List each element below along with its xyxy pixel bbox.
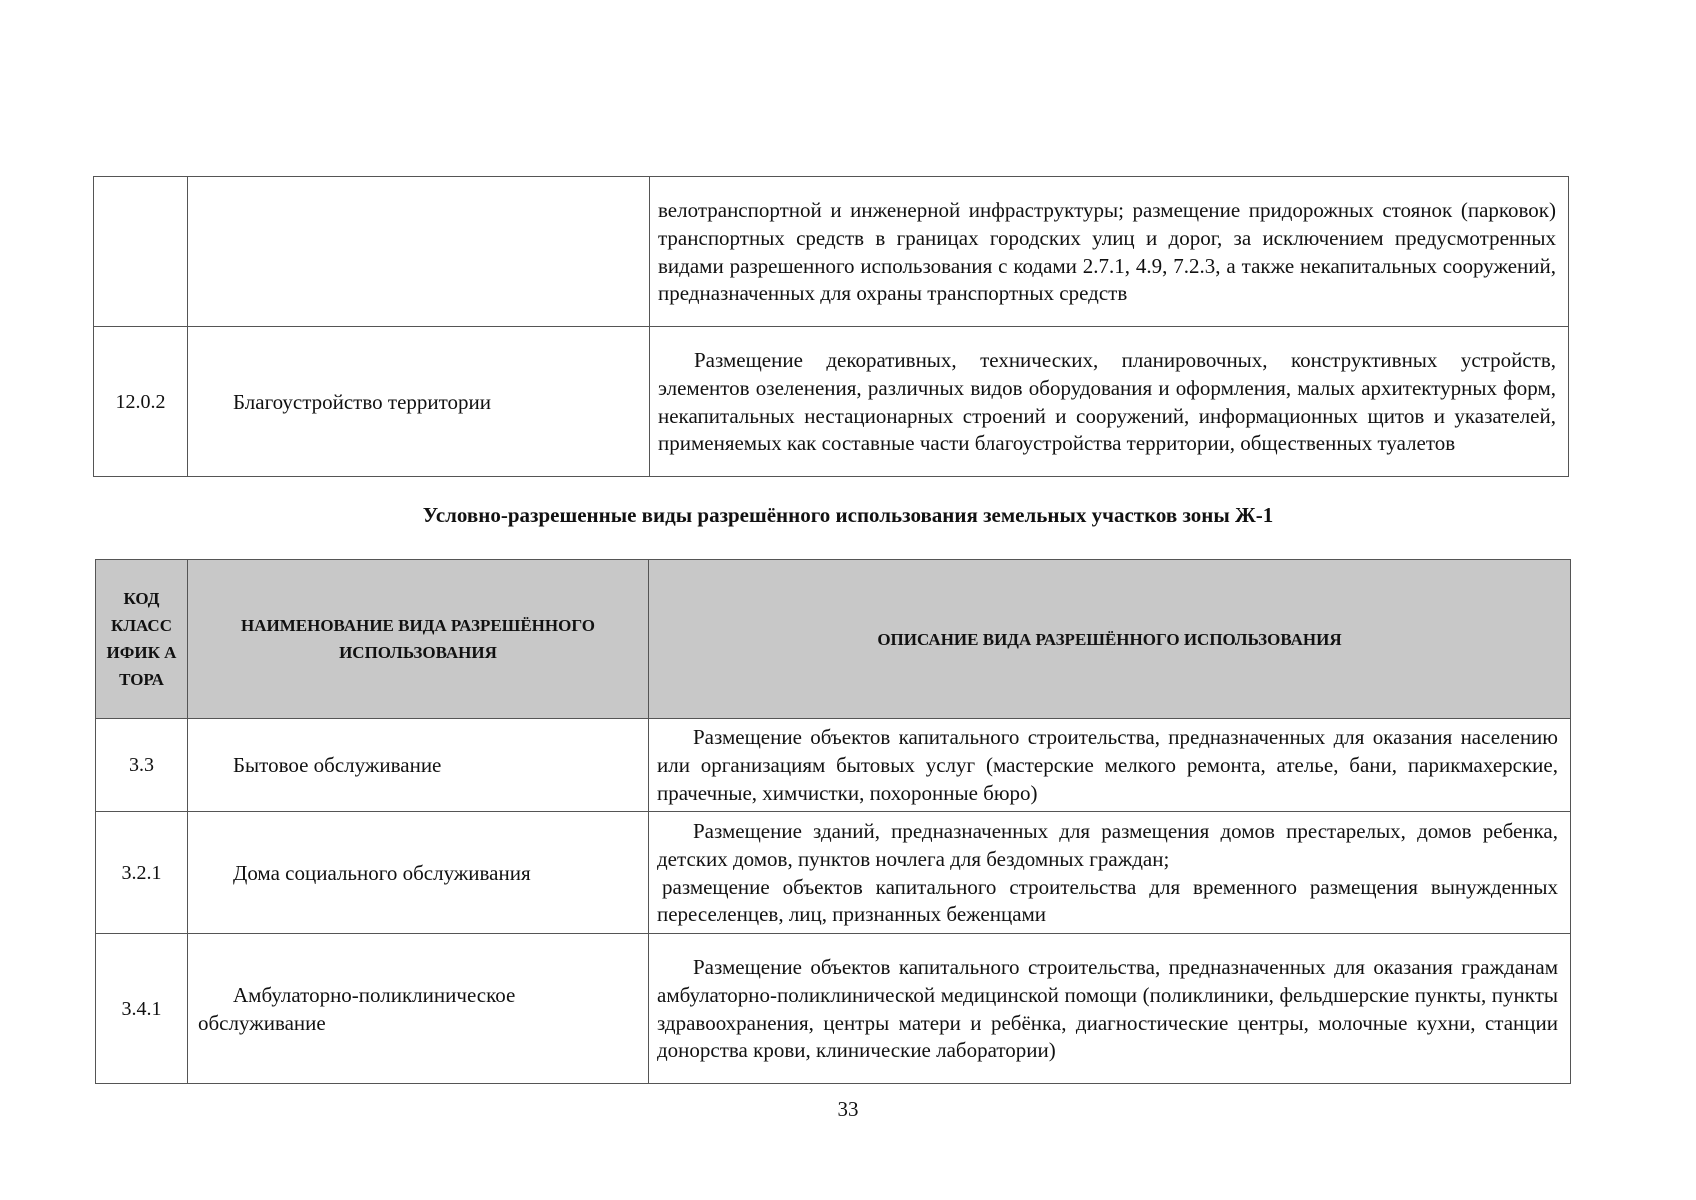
description-cell: Размещение декоративных, технических, планировочных, конструктивных устройств, элементов озеленения, различных видов оборудования и оформления, малых архитектурных форм, некапитальных нестационарных строений и сооружений, информационных щитов и указателей, применяемых как составные части благоустройства территории, общественных туалетов — [650, 327, 1569, 477]
description-cell: Размещение объектов капитального строительства, предназначенных для оказания населению или организациям бытовых услуг (мастерские мелкого ремонта, ателье, бани, парикмахерские, прачечные, химчистки, похоронные бюро) — [649, 719, 1571, 812]
conditional-land-use-table — [95, 559, 1571, 1084]
code-cell: 3.2.1 — [96, 812, 188, 934]
table-row — [96, 812, 1571, 934]
land-use-table-continued — [93, 176, 1569, 477]
name-cell — [188, 719, 649, 812]
name-text: Благоустройство территории — [233, 389, 491, 414]
code-cell: 3.4.1 — [96, 934, 188, 1084]
code-cell: 3.3 — [96, 719, 188, 812]
section-heading: Условно-разрешенные виды разрешённого использования земельных участков зоны Ж-1 — [422, 503, 1274, 527]
table-header-row — [96, 560, 1571, 719]
description-paragraph: размещение объектов капитального строительства для временного размещения вынужденных переселенцев, лиц, признанных беженцами — [657, 874, 1558, 927]
table-row — [94, 177, 1569, 327]
name-cell — [188, 934, 649, 1084]
header-description: ОПИСАНИЕ ВИДА РАЗРЕШЁННОГО ИСПОЛЬЗОВАНИЯ — [649, 560, 1571, 719]
name-cell — [188, 327, 650, 477]
header-name: НАИМЕНОВАНИЕ ВИДА РАЗРЕШЁННОГО ИСПОЛЬЗОВАНИЯ — [188, 560, 649, 719]
code-cell — [94, 177, 188, 327]
page-number: 33 — [837, 1097, 859, 1121]
header-code: КОД КЛАСС ИФИК А ТОРА — [96, 560, 188, 719]
description-cell: Размещение объектов капитального строительства, предназначенных для оказания гражданам амбулаторно-поликлинической медицинской помощи (поликлиники, фельдшерские пункты, пункты здравоохранения, центры матери и ребёнка, диагностические центры, молочные кухни, станции донорства крови, клинические лаборатории) — [649, 934, 1571, 1084]
name-text: Бытовое обслуживание — [233, 753, 442, 777]
description-cell — [649, 812, 1571, 934]
name-cell — [188, 812, 649, 934]
code-cell: 12.0.2 — [94, 327, 188, 477]
table-row — [94, 327, 1569, 477]
name-text: Дома социального обслуживания — [233, 860, 531, 885]
table-row — [96, 934, 1571, 1084]
description-paragraph: Размещение зданий, предназначенных для размещения домов престарелых, домов ребенка, детских домов, пунктов ночлега для бездомных граждан; — [657, 818, 1558, 871]
name-text: Амбулаторно-поликлиническое обслуживание — [198, 982, 516, 1035]
name-cell — [188, 177, 650, 327]
table-row — [96, 719, 1571, 812]
description-cell: велотранспортной и инженерной инфраструктуры; размещение придорожных стоянок (парковок) транспортных средств в границах городских улиц и дорог, за исключением предусмотренных видами разрешенного использования с кодами 2.7.1, 4.9, 7.2.3, а также некапитальных сооружений, предназначенных для охраны транспортных средств — [650, 177, 1569, 327]
